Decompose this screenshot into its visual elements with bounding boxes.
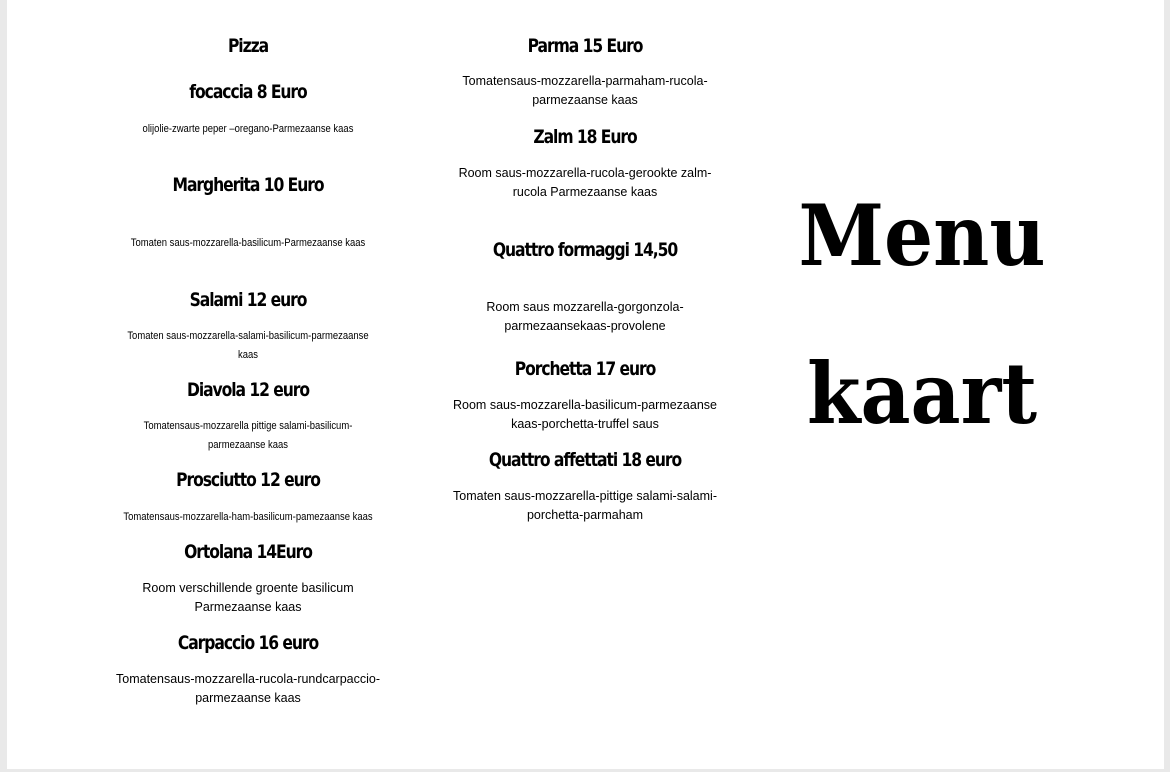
menu-item-name: focaccia 8 Euro — [189, 81, 307, 103]
menu-item-name: Prosciutto 12 euro — [176, 469, 320, 491]
menu-title-line2: kaart — [806, 344, 1038, 443]
menu-item-name: Parma 15 Euro — [527, 35, 643, 57]
menu-item-desc: olijolie-zwarte peper –oregano-Parmezaanse kaas — [142, 123, 354, 135]
menu-item-name: Porchetta 17 euro — [514, 358, 656, 380]
menu-item-name: Quattro affettati 18 euro — [488, 449, 682, 471]
menu-item-name: Diavola 12 euro — [186, 379, 310, 401]
menu-item-desc: Tomaten saus-mozzarella-basilicum-Parmezaanse kaas — [130, 237, 366, 249]
section-heading-pizza: Pizza — [227, 35, 269, 57]
menu-item-desc: Tomatensaus-mozzarella pittige salami-basilicum-parmezaanse kaas — [143, 420, 353, 451]
menu-item-name: Ortolana 14Euro — [184, 541, 312, 563]
menu-item-name: Salami 12 euro — [189, 289, 307, 311]
menu-item-name: Carpaccio 16 euro — [177, 632, 319, 654]
menu-title-line1: Menu — [798, 186, 1046, 285]
menu-item-name: Quattro formaggi 14,50 — [492, 239, 678, 261]
page-frame-right — [1164, 0, 1170, 772]
menu-item-desc: Tomatensaus-mozzarella-parmaham-rucola-parmezaanse kaas — [462, 74, 708, 107]
menu-item-desc: Tomatensaus-mozzarella-ham-basilicum-pamezaanse kaas — [123, 511, 373, 523]
menu-item-desc: Tomaten saus-mozzarella-salami-basilicum-parmezaanse kaas — [127, 330, 369, 361]
menu-item-desc: Tomatensaus-mozzarella-rucola-rundcarpaccio-parmezaanse kaas — [116, 672, 380, 705]
menu-item-desc: Room verschillende groente basilicum Parmezaanse kaas — [142, 581, 354, 614]
page-frame-left — [0, 0, 7, 772]
menu-item-desc: Room saus-mozzarella-rucola-gerookte zalm-rucola Parmezaanse kaas — [458, 166, 712, 199]
menu-item-desc: Tomaten saus-mozzarella-pittige salami-salami-porchetta-parmaham — [453, 489, 717, 522]
menu-item-name: Zalm 18 Euro — [533, 126, 637, 148]
menu-item-name: Margherita 10 Euro — [172, 174, 324, 196]
menu-item-desc: Room saus mozzarella-gorgonzola-parmezaansekaas-provolene — [486, 300, 684, 333]
menu-item-desc: Room saus-mozzarella-basilicum-parmezaanse kaas-porchetta-truffel saus — [453, 398, 717, 431]
